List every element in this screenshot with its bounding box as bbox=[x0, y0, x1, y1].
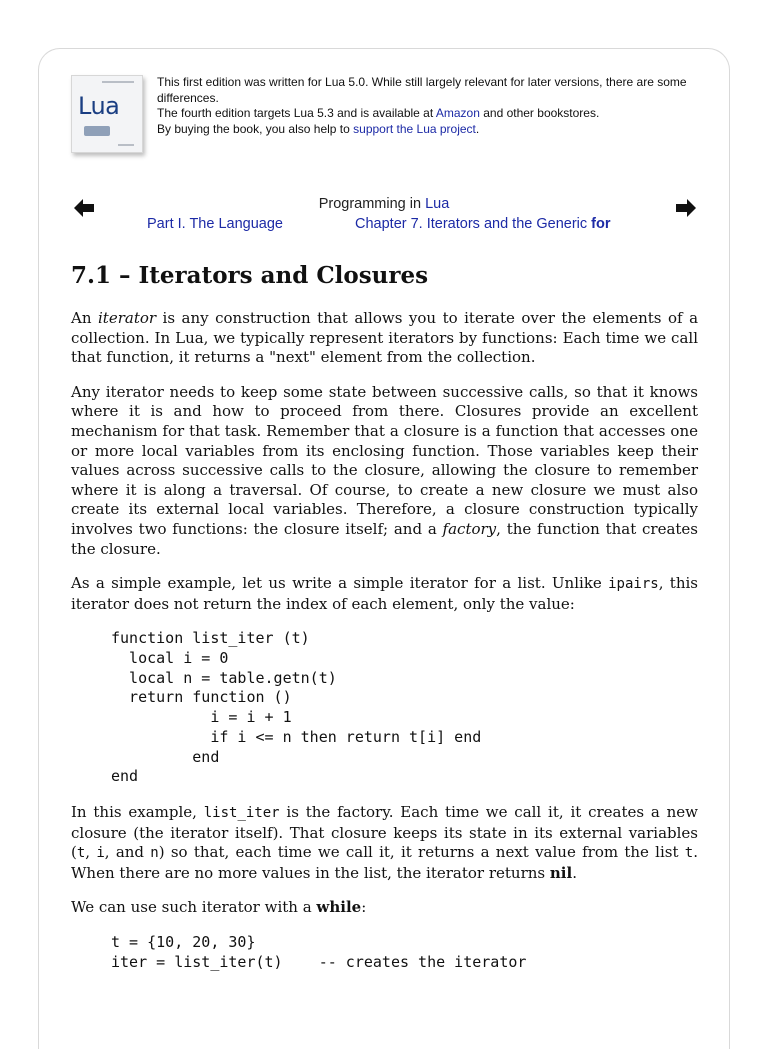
inline-code: ipairs bbox=[608, 576, 659, 593]
banner-line-2 bbox=[157, 106, 717, 122]
cover-decoration bbox=[102, 81, 134, 83]
bold-keyword: nil bbox=[549, 863, 573, 882]
edition-banner bbox=[71, 75, 701, 159]
lua-home-link[interactable]: Lua bbox=[425, 196, 450, 212]
text: . When there are no more values in the list, the iterator returns bbox=[71, 843, 698, 882]
cover-decoration bbox=[84, 126, 110, 136]
text: As a simple example, let us write a simple iterator for a list. Unlike bbox=[71, 574, 609, 593]
chapter-link[interactable] bbox=[355, 216, 611, 232]
inline-code: list_iter bbox=[203, 804, 280, 821]
emphasis: factory bbox=[442, 519, 497, 538]
cover-decoration bbox=[118, 144, 134, 146]
paragraph-3 bbox=[71, 574, 698, 614]
support-lua-link[interactable]: support the Lua project bbox=[353, 121, 476, 136]
inline-code: t bbox=[684, 845, 694, 862]
text: , and bbox=[104, 843, 151, 862]
inline-code: n bbox=[150, 845, 159, 862]
cover-logo: Lua bbox=[78, 92, 120, 120]
code-block-usage: t = {10, 20, 30} iter = list_iter(t) -- creates the iterator bbox=[111, 932, 527, 971]
text: . bbox=[572, 863, 577, 882]
paragraph-5 bbox=[71, 898, 698, 918]
book-title-text: Programming in bbox=[318, 196, 426, 212]
section-content bbox=[71, 261, 698, 988]
page-card bbox=[38, 48, 730, 1049]
book-cover-image[interactable] bbox=[71, 75, 143, 153]
book-title bbox=[39, 196, 729, 212]
text: We can use such iterator with a bbox=[71, 898, 317, 917]
emphasis: iterator bbox=[98, 309, 157, 327]
text: In this example, bbox=[71, 802, 204, 821]
text: is the factory. Each time we call it, it creates a new closure (the iterator itself). That closure keeps its state in its external variables ( bbox=[71, 802, 699, 862]
text: is any construction that allows you to iterate over the elements of a collection. In Lua, we typically represent iterators by functions: Each time we call that function, it returns a "next" element from the collection. bbox=[71, 309, 699, 367]
paragraph-2 bbox=[71, 383, 698, 559]
banner-line-3 bbox=[157, 122, 717, 138]
text: Any iterator needs to keep some state between successive calls, so that it knows where it is and how to proceed from there. Closures provide an excellent mechanism for that task. Remember that a closure is a function that accesses one or more local variables from its enclosing function. Those variables keep their values across successive calls to the closure, allowing the closure to remember where it is along a traversal. Of course, to create a new closure we must also create its external local variables. Therefore, a closure construction typically involves two functions: the closure itself; and a bbox=[71, 382, 698, 538]
chapter-link-text: Chapter 7. Iterators and the Generic bbox=[355, 216, 592, 232]
inline-code: t bbox=[76, 845, 86, 862]
text: ) so that, each time we call it, it returns a next value from the list bbox=[158, 843, 685, 862]
inline-code: i bbox=[96, 845, 105, 862]
section-title: 7.1 – Iterators and Closures bbox=[71, 262, 429, 289]
text: An bbox=[71, 309, 98, 327]
arrow-right-icon[interactable] bbox=[675, 197, 697, 219]
text: : bbox=[361, 898, 367, 917]
banner-line-3-pre: By buying the book, you also help to bbox=[157, 121, 354, 136]
text: , this iterator does not return the index of each element, only the value: bbox=[71, 574, 698, 613]
code-block-list-iter: function list_iter (t) local i = 0 local n = table.getn(t) return function () i = i + 1 if i <= n then return t[i] end end end bbox=[111, 629, 482, 786]
banner-line-3-post: . bbox=[475, 121, 480, 136]
chapter-link-for: for bbox=[591, 216, 611, 232]
text: , bbox=[85, 843, 97, 862]
paragraph-1 bbox=[71, 309, 698, 368]
paragraph-4 bbox=[71, 803, 698, 883]
text: , the function that creates the closure. bbox=[71, 519, 699, 558]
banner-line-2-post: and other bookstores. bbox=[479, 106, 600, 120]
chapter-navigation bbox=[39, 193, 729, 243]
banner-line-1: This first edition was written for Lua 5.0. While still largely relevant for later versions, there are some differences. bbox=[157, 75, 687, 105]
banner-line-2-pre: The fourth edition targets Lua 5.3 and is available at bbox=[157, 106, 436, 120]
amazon-link[interactable]: Amazon bbox=[435, 106, 480, 120]
part-link[interactable]: Part I. The Language bbox=[147, 216, 283, 232]
banner-text bbox=[157, 75, 717, 137]
bold-keyword: while bbox=[316, 898, 362, 917]
